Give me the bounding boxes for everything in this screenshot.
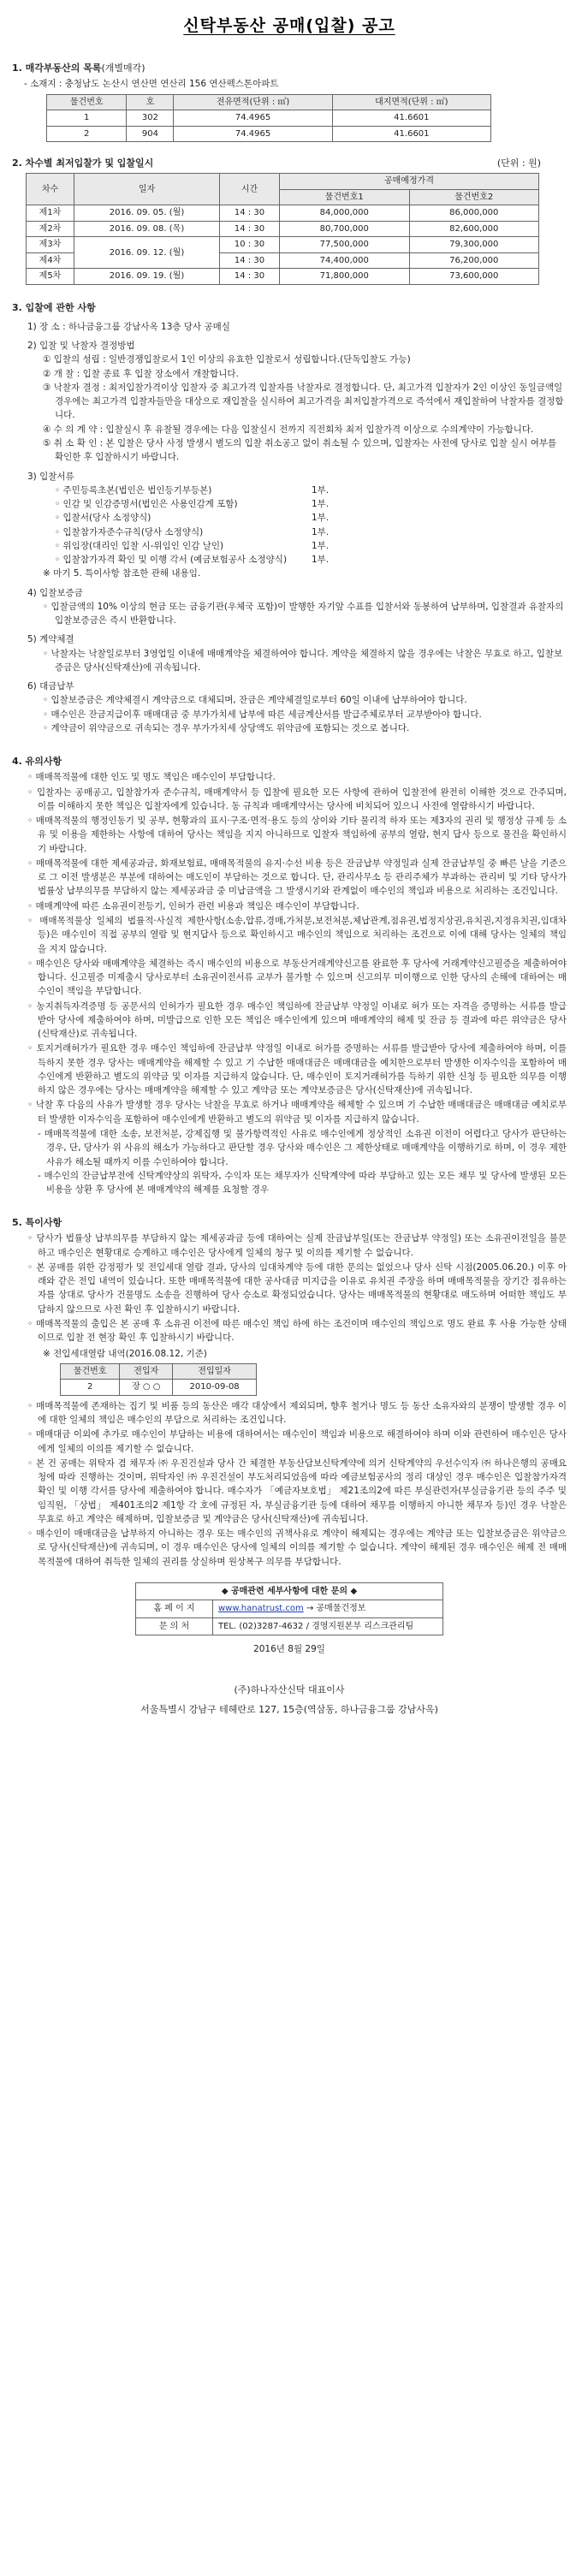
contact-label: 문 의 처 (136, 1617, 213, 1635)
table-row: 제4차 14 : 30 74,400,000 76,200,000 (27, 252, 539, 269)
list-item: ◦ 입찰서(당사 소정양식) 1부. (55, 513, 330, 524)
list-item: ◦ 주민등록초본(법인은 법인등기부등본) 1부. (55, 484, 330, 496)
section-3-heading: 3. 입찰에 관한 사항 (12, 301, 96, 313)
contract-heading: 5) 계약체결 (27, 634, 74, 645)
section-1-note: (개별매각) (101, 62, 146, 74)
bid-method-item: ② 개 찰 : 입찰 종료 후 입찰 장소에서 개찰합니다. (43, 368, 239, 379)
col-header: 일자 (74, 174, 220, 205)
section-2-heading: 2. 차수별 최저입찰가 및 입찰일시 (단위 : 원) (12, 156, 567, 170)
notice-item: ◦ 매매목적물의 행정인동기 및 공부, 현황과의 표시·구조·면적·용도 등의 상이와 기타 물리적 하자 또는 제3자의 권리 및 행정상 규제 등 소유 및 이용을 제한하는 사항에 대하여 당사는 책임을 지지 아니하므로 입찰자 책임하에 공부의 열람, 현지 답사 등으로 물건을 확인하시기 바랍니다. (27, 816, 567, 854)
homepage-label: 홈 페 이 지 (136, 1600, 213, 1618)
inquiry-title: ◆ 공매관련 세부사항에 대한 문의 ◆ (136, 1582, 443, 1600)
unit-label: (단위 : 원) (496, 157, 541, 169)
notice-item: ◦ 매매목적물상 일체의 법률적·사실적 제한사항(소송,압류,경매,가처분,보전처분,체납관계,점유권,법정지상권,유치권,지정유치권,임대차 등)은 매수인이 직접 공부의 열람 및 현지답사 등으로 확인하시고 매수인의 책임으로 처리하는 조건으로 이에 대해 당사는 일체의 책임을 지지 않습니다. (27, 915, 567, 954)
auction-location: 1) 장 소 : 하나금융그룹 강남사옥 13층 당사 공매실 (27, 321, 230, 332)
table-row: 제5차 2016. 09. 19. (월) 14 : 30 71,800,000 73,600,000 (27, 269, 539, 285)
list-item: ◦ 인감 및 인감증명서(법인은 사용인감계 포함) 1부. (55, 499, 330, 510)
col-header: 물건번호 (61, 1363, 120, 1380)
special-item: ◦ 매매대금 이외에 추가로 매수인이 부담하는 비용에 대하여서는 매수인이 책임과 비용으로 해결하여야 하며 이와 관련하여 매수인은 당사에게 일체의 이의를 제기할 수 없습니다. (27, 1429, 567, 1454)
col-header: 공매예정가격 (280, 174, 539, 190)
tenant-title: ※ 전입세대열람 내역(2016.08.12, 기준) (43, 1349, 207, 1360)
col-header: 시간 (220, 174, 280, 205)
section-5-heading: 5. 특이사항 (12, 1217, 62, 1229)
table-row: 제3차 2016. 09. 12. (월) 10 : 30 77,500,000 79,300,000 (27, 237, 539, 253)
special-item: ◦ 본 공매를 위한 감정평가 및 전입세대 열람 결과, 당사의 임대차계약 등에 대한 문의는 없었으나 당사 신탁 시점(2005.06.20.) 이후 아래와 같은 전입 내역이 있습니다. 또한 매매목적물에 대한 공사대금 미지급을 이유로 유치권 주장을 하며 매매목적물을 장기간 점유하는 자를 상대로 당사가 건물명도 소송을 진행하여 당사 승소로 확정되었습니다. 당사는 매매목적물의 현황대로 매도하며 어떠한 책임도 부담하지 않으므로 사전 확인 후 입찰하시기 바랍니다. (27, 1261, 567, 1315)
notice-item: ◦ 입찰자는 공매공고, 입찰참가자 준수규칙, 매매계약서 등 입찰에 필요한 모든 사항에 관하여 입찰전에 완전히 이해한 것으로 간주되며, 이를 이해하지 못한 책임은 입찰자에게 있습니다. 동 규칙과 매매계약서는 당사에 비치되어 있으니 사전에 열람하시기 바랍니다. (27, 786, 567, 811)
table-row: 2 장 ○ ○ 2010-09-08 (61, 1380, 257, 1396)
bid-method-item: ① 입찰의 성립 : 일반경쟁입찰로서 1인 이상의 유효한 입찰로서 성립합니다.(단독입찰도 가능) (43, 354, 411, 365)
notice-item: ◦ 매수인은 당사와 매매계약을 체결하는 즉시 매수인의 비용으로 부동산거래계약신고를 완료한 후 당사에 거래계약신고필증을 제출하여야 합니다. 신고필증 미제출시 당사로부터 소유권이전서류 교부가 불가할 수 있으며 신고의무 미이행으로 인한 당사의 손해에 대하여는 매수인이 책임을 부담합니다. (27, 958, 567, 997)
property-location: - 소재지 : 충청남도 논산시 연산면 연산리 156 연산펙스톤아파트 (24, 79, 279, 90)
payment-item: ◦ 매수인은 잔금지급이후 매매대금 중 부가가치세 납부에 따른 세금계산서를 발급주체로부터 교부받아야 합니다. (43, 709, 482, 720)
inquiry-box (135, 1582, 443, 1636)
col-header: 전입일자 (173, 1363, 257, 1380)
table-row: 2 904 74.4965 41.6601 (47, 126, 491, 142)
special-item: ◦ 본 건 공매는 위탁자 겸 채무자 ㈜ 우진건설과 당사 간 체결한 부동산담보신탁계약에 의거 신탁계약의 우선수익자 ㈜ 하나은행의 공매요청에 따라 진행하는 것이며, 위탁자인 ㈜ 우진건설이 부도처리되었음에 따라 예금보험공사의 정리 대상인 경우 매수인은 입찰참가자격 확인 및 이행 각서를 당사에 제출하여야 합니다. 매수자가 「예금자보호법」 제21조의2에 따른 부실관련자(부실금융기관 등의 주주 및 임직원, 「상법」 제401조의2 제1항 각 호에 규정된 자, 부실금융기관 등에 대하여 채무를 이행하지 아니한 채무자 등)인 경우 낙찰은 무효로 하고 계약은 해제하며, 입찰보증금 및 계약금은 당사(신탁재산)에 귀속됩니다. (27, 1457, 567, 1524)
list-item: ◦ 입찰참가자준수규칙(당사 소정양식) 1부. (55, 526, 330, 537)
special-item: ◦ 매매목적물에 존재하는 집기 및 비품 등의 동산은 매각 대상에서 제외되며, 향후 철거나 명도 등 동산 소유자와의 분쟁이 발생할 경우 이에 대한 일체의 책임은 매수인의 부담으로 처리하는 조건입니다. (27, 1400, 567, 1425)
property-table (46, 94, 491, 143)
contract-text: ◦ 낙찰자는 낙찰일로부터 3영업일 이내에 매매계약을 체결하여야 합니다. 계약을 체결하지 않을 경우에는 낙찰은 무효로 하고, 입찰보증금은 당사(신탁재산)에 귀속됩니다. (43, 648, 563, 673)
payment-item: ◦ 계약금이 위약금으로 귀속되는 경우 부가가치세 상당액도 위약금에 포함되는 것으로 봅니다. (43, 723, 410, 734)
deposit-text: ◦ 입찰금액의 10% 이상의 현금 또는 금융기관(우체국 포함)이 발행한 자기앞 수표를 입찰서와 동봉하여 납부하며, 입찰결과 유찰자의 입찰보증금은 즉시 반환합니다. (43, 601, 564, 626)
documents-note: ※ 마기 5. 특이사항 참조한 관해 내용임. (43, 568, 201, 579)
bid-method-item: ④ 수 의 계 약 : 입찰실시 후 유찰될 경우에는 다음 입찰실시 전까지 직전회차 최저 입찰가격 이상으로 수의계약이 가능합니다. (43, 424, 534, 435)
col-header: 대지면적(단위 : ㎡) (332, 94, 490, 110)
col-header: 호 (127, 94, 174, 110)
homepage-link[interactable]: www.hanatrust.com (218, 1604, 304, 1614)
notice-subitem: - 매수인의 잔금납부전에 신탁계약상의 위탁자, 수익자 또는 채무자가 신탁계약에 따라 부담하고 있는 모든 채무 및 당사에 발생된 모든 비용을 상환 후 당사에 본 매매계약의 해제를 요청할 경우 (38, 1170, 567, 1196)
section-1-heading: 1. 매각부동산의 목록(개별매각) (12, 62, 146, 74)
table-row: 제2차 2016. 09. 08. (목) 14 : 30 80,700,000 82,600,000 (27, 221, 539, 237)
col-header: 차수 (27, 174, 74, 205)
col-header: 물건번호1 (280, 189, 410, 205)
bid-method-heading: 2) 입찰 및 낙찰자 결정방법 (27, 341, 135, 352)
schedule-table (26, 173, 539, 285)
notice-item: ◦ 토지거래허가가 필요한 경우 매수인 책임하에 잔금납부 약정일 이내로 허가를 증명하는 서류를 발급받아 당사에 제출하여야 하며, 이를 득하지 못한 경우 당사는 매매계약을 해제할 수 있고 기 수납한 매매대금은 매매대금을 예치한으로부터 발생한 이자수익을 포함하여 매수인에게 반환하고 별도의 위약금 및 이자를 지급하지 않습니다. 단, 매수인이 토지거래허가를 득하기 위한 신청 등 필요한 의무를 이행하지 않은 경우에는 당사는 매매계약을 해제할 수 있고 계약금 또는 계약보증금은 당사(신탁재산)에 귀속됩니다. (27, 1043, 567, 1096)
tenant-table (60, 1363, 257, 1396)
notice-item: ◦ 매매목적물에 대한 제세공과금, 화재보험료, 매매목적물의 유지·수선 비용 등은 잔금납부 약정일과 실제 잔금납부일 중 빠른 날을 기준으로 그 이전 발생분은 부분에 대하여는 매도인이 부담하는 것으로 합니다. 단, 관리사무소 등 관리주체가 부과하는 관리비 및 기타 당사가 법률상 납부의무를 부담하지 않는 제세공과금 중 미납금액을 그 발생시기와 관계없이 매수인의 책임과 비용으로 처리하는 조건입니다. (27, 858, 567, 897)
notice-date: 2016년 8월 29일 (253, 1644, 325, 1655)
col-header: 전유면적(단위 : ㎡) (174, 94, 332, 110)
deposit-heading: 4) 입찰보증금 (27, 587, 83, 598)
notice-subitem: - 매매목적물에 대한 소송, 보전처분, 강제집행 및 불가항력적인 사유로 매수인에게 정상적인 소유권 이전이 어렵다고 당사가 판단하는 경우, 단, 당사가 위 사유의 해소가 가능하다고 판단할 경우 당사와 매수인은 그 제한상태로 매매계약을 이행하기로 하며, 이 경우 제한사유가 해소될 때까지 이를 수인하여야 합니다. (38, 1128, 567, 1167)
table-row: 1 302 74.4965 41.6601 (47, 110, 491, 127)
notice-item: ◦ 매매목적물에 대한 인도 및 명도 책임은 매수인이 부담합니다. (27, 772, 276, 783)
special-item: ◦ 매수인이 매매대금을 납부하지 아니하는 경우 또는 매수인의 귀책사유로 계약이 해제되는 경우에는 계약금 또는 입찰보증금은 위약금으로 당사(신탁재산)에 귀속되며, 이 경우 매수인은 당사에 일체의 이의를 제기할 수 없습니다. 계약이 해제된 경우 매수인은 해제 전 매매목적물에 대하여 취득한 일체의 권리를 상실하며 원상복구 의무를 부담합니다. (27, 1528, 567, 1567)
list-item: ◦ 위임장(대리인 입찰 시-위임인 인감 날인) 1부. (55, 540, 330, 551)
notice-item: ◦ 농지취득자격증명 등 공문서의 인허가가 필요한 경우 매수인 책임하에 잔금납부 약정일 이내로 허가 또는 자격을 증명하는 서류를 발급받아 당사에 제출하여야 하며, 미발급으로 인한 모든 책임은 매수인에게 있으며 매매계약의 해제 및 잔금 등 결과에 따른 위약금은 당사(신탁재산)로 귀속됩니다. (27, 1000, 567, 1040)
contact-info: TEL. (02)3287-4632 / 경영지원본부 리스크관리팀 (213, 1617, 443, 1635)
issuer-address: 서울특별시 강남구 테헤란로 127, 15층(역삼동, 하나금융그룹 강남사옥) (140, 1703, 438, 1715)
list-item: ◦ 입찰참가자격 확인 및 이행 각서 (예금보험공사 소정양식) 1부. (55, 555, 330, 566)
notice-item: ◦ 낙찰 후 다음의 사유가 발생할 경우 당사는 낙찰을 무효로 하거나 매매계약을 해제할 수 있으며 기 수납한 매매대금은 매매대금 예치로부터 발생한 이자수익을 포함하여 매수인에게 반환하고 별도의 위약금 및 이자를 지급하지 않습니다. (27, 1100, 567, 1125)
issuer-name: (주)하나자산신탁 대표이사 (234, 1683, 345, 1695)
page-title: 신탁부동산 공매(입찰) 공고 (183, 16, 395, 35)
col-header: 물건번호 (47, 94, 127, 110)
bid-method-item: ⑤ 취 소 확 인 : 본 입찰은 당사 사정 발생시 별도의 입찰 취소공고 없이 취소될 수 있으며, 입찰자는 사전에 당사로 입찰 실시 여부를 확인한 후 입찰하시기 바랍니다. (43, 437, 557, 463)
bid-method-item: ③ 낙찰자 결정 : 최저입찰가격이상 입찰자 중 최고가격 입찰자를 낙찰자로 결정합니다. 단, 최고가격 입찰자가 2인 이상인 동일금액일 경우에는 최고가격 입찰자들만을 대상으로 재입찰을 실시하여 최고가격을 최저입찰가격으로 즉석에서 재입찰하여 낙찰자를 결정합니다. (43, 382, 564, 421)
section-4-heading: 4. 유의사항 (12, 756, 62, 768)
payment-item: ◦ 입찰보증금은 계약체결시 계약금으로 대체되며, 잔금은 계약체결일로부터 60일 이내에 납부하여야 합니다. (43, 695, 467, 706)
table-row: 제1차 2016. 09. 05. (월) 14 : 30 84,000,000 86,000,000 (27, 205, 539, 222)
special-item: ◦ 매매목적물의 출입은 본 공매 후 소유권 이전에 따른 매수인 책임 하에 하는 조건이며 매수인의 책임으로 명도 완료 후 사용 가능한 상태이므로 입찰 전 현장 확인 후 입찰하시기 바랍니다. (27, 1318, 567, 1344)
col-header: 물건번호2 (409, 189, 539, 205)
homepage-suffix: → 공매물건정보 (306, 1604, 366, 1614)
payment-heading: 6) 대금납부 (27, 681, 74, 692)
col-header: 전입자 (120, 1363, 173, 1380)
notice-item: ◦ 매매계약에 따른 소유권이전등기, 인허가 관련 비용과 책임은 매수인이 부담합니다. (27, 900, 359, 911)
special-item: ◦ 당사가 법률상 납부의무를 부담하지 않는 제세공과금 등에 대하여는 실제 잔금납부일(또는 잔금납부 약정일) 또는 소유권이전일을 불문하고 매수인은 현황대로 승계하고 매수인은 당사에게 일체의 청구 및 이의를 제기할 수 없습니다. (27, 1233, 567, 1258)
documents-heading: 3) 입찰서류 (27, 471, 74, 482)
